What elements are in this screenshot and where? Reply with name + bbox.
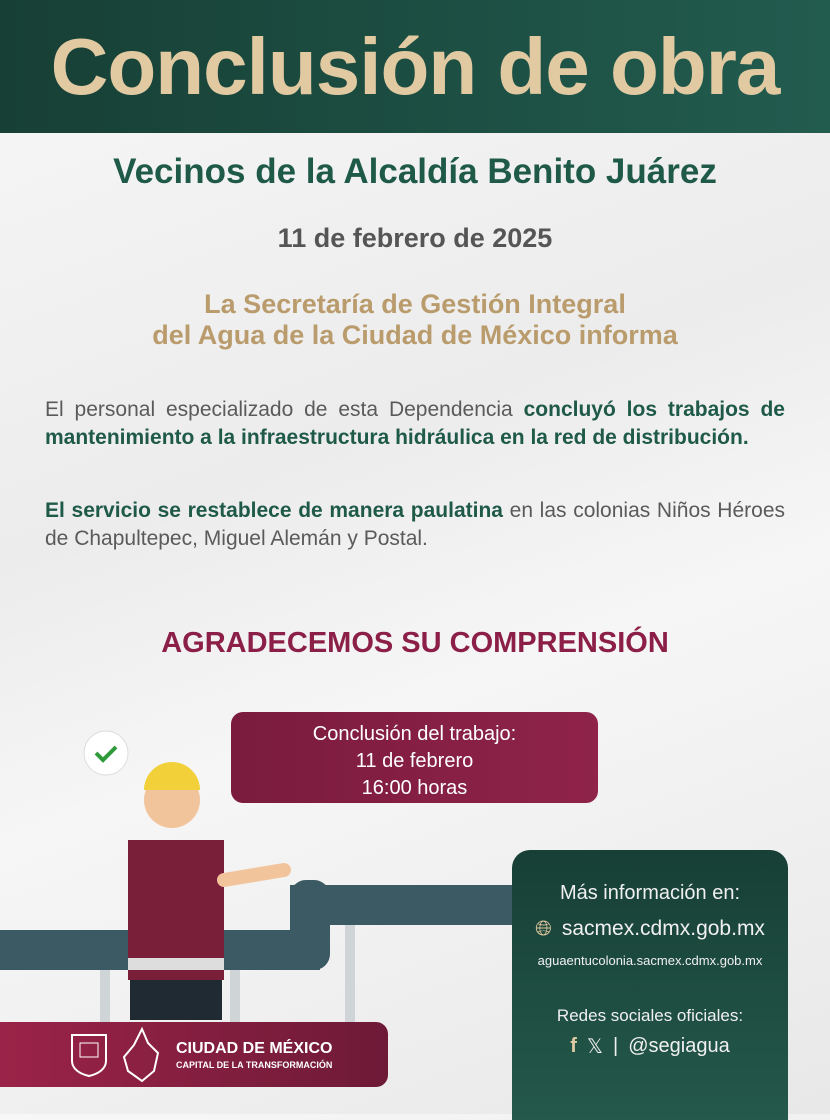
secretaria-line1: La Secretaría de Gestión Integral (204, 289, 626, 319)
date: 11 de febrero de 2025 (277, 223, 553, 253)
check-bubble-icon (84, 731, 128, 775)
completion-box (231, 712, 598, 803)
footer-tagline: CAPITAL DE LA TRANSFORMACIÓN (176, 1059, 333, 1070)
p2-normal: en las colonias Niños Héroes de Chapultepec, Miguel Alemán y Postal. (45, 499, 785, 550)
page-title: Conclusión de obra (50, 21, 780, 111)
footer-name: CIUDAD DE MÉXICO (176, 1039, 333, 1057)
thanks-heading: AGRADECEMOS SU COMPRENSIÓN (161, 627, 669, 659)
x-icon[interactable]: 𝕏 (586, 1036, 604, 1058)
cdmx-map-logo (122, 1027, 162, 1083)
subtitle: Vecinos de la Alcaldía Benito Juárez (113, 152, 717, 191)
info-box (512, 850, 788, 1120)
site2-link[interactable]: aguaentucolonia.sacmex.cdmx.gob.mx (537, 953, 763, 968)
facebook-icon[interactable]: f (570, 1035, 577, 1057)
site-link[interactable] (512, 917, 788, 941)
secretaria-heading (0, 289, 830, 351)
p2-bold: El servicio se restablece de manera paulatina (45, 499, 503, 522)
secretaria-line2: del Agua de la Ciudad de México informa (152, 320, 678, 350)
info-title: Más información en: (559, 882, 741, 904)
social-handle[interactable]: @segiagua (628, 1035, 730, 1057)
globe-icon: 🌐︎ (535, 917, 552, 940)
completion-date: 11 de febrero (355, 750, 474, 772)
completion-time: 16:00 horas (361, 777, 468, 799)
footer-bar (0, 1022, 388, 1087)
header-banner (0, 0, 830, 133)
p1-bold: concluyó los trabajos de mantenimiento a la infraestructura hidráulica en la red de distribución. (45, 398, 785, 449)
p1-normal: El personal especializado de esta Dependencia (45, 398, 524, 421)
completion-label: Conclusión del trabajo: (312, 723, 517, 745)
social-title: Redes sociales oficiales: (556, 1006, 744, 1025)
site-text: sacmex.cdmx.gob.mx (561, 917, 765, 940)
paragraph-1 (45, 396, 785, 452)
divider: | (613, 1035, 619, 1057)
paragraph-2 (45, 497, 785, 553)
cdmx-shield-logo (70, 1033, 108, 1077)
